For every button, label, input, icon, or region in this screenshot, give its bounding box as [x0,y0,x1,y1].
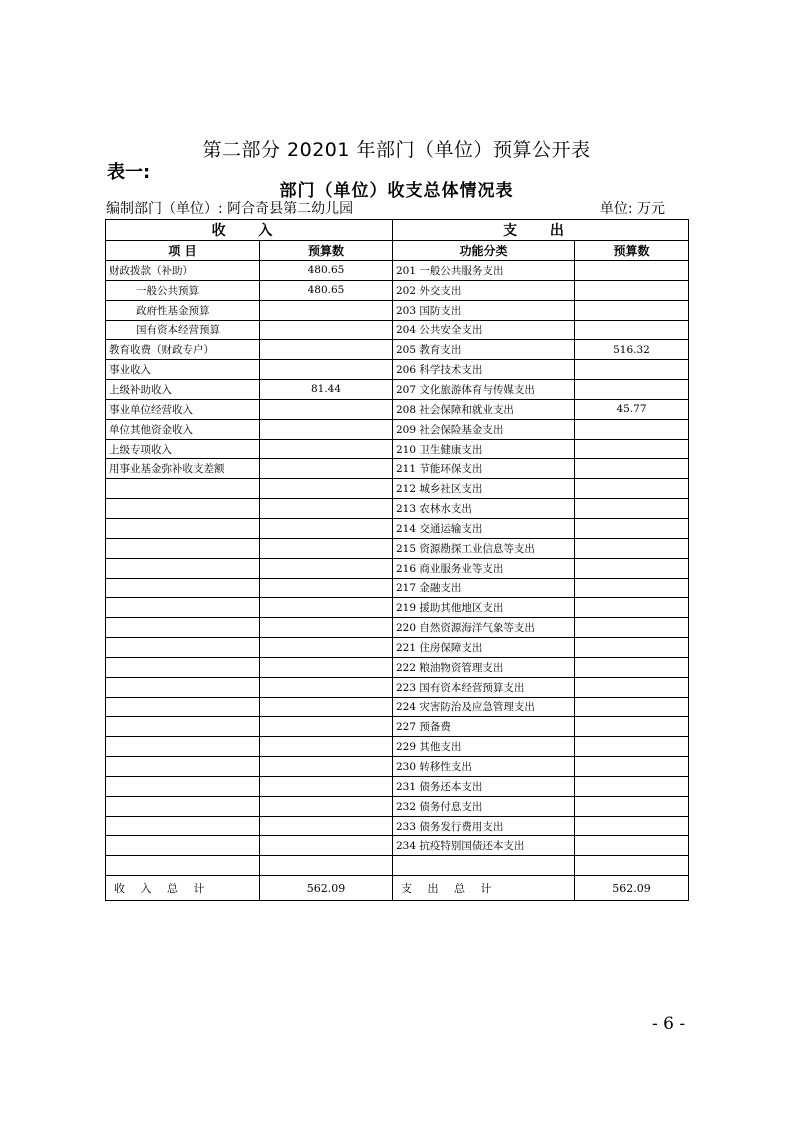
expense-value-cell [575,459,689,479]
expense-value-cell [575,479,689,499]
expense-value-cell [575,836,689,856]
income-item-cell [106,598,260,618]
income-header: 收 入 [106,220,393,241]
expense-value-cell [575,598,689,618]
col-budget2-header: 预算数 [575,241,689,261]
col-budget-header: 预算数 [260,241,393,261]
income-item-cell: 上级专项收入 [106,439,260,459]
table-row [106,340,689,360]
table-row [106,638,689,658]
table-row [106,380,689,400]
expense-item-cell: 227 预备费 [393,717,575,737]
table-row [106,479,689,499]
income-item-cell [106,737,260,757]
income-item-cell: 用事业基金弥补收支差额 [106,459,260,479]
expense-value-cell [575,638,689,658]
income-item-cell [106,677,260,697]
table-label: 表一: [107,162,151,183]
expense-item-cell: 223 国有资本经营预算支出 [393,677,575,697]
expense-value-cell [575,776,689,796]
table-row [106,618,689,638]
income-value-cell [260,459,393,479]
expense-value-cell [575,717,689,737]
expense-value-cell [575,499,689,519]
expense-value-cell [575,657,689,677]
income-item-cell [106,618,260,638]
income-item-cell [106,538,260,558]
col-item-header: 项 目 [106,241,260,261]
expense-item-cell: 217 金融支出 [393,578,575,598]
table-row [106,776,689,796]
table-row [106,399,689,419]
total-income-value: 562.09 [260,876,393,901]
income-value-cell [260,816,393,836]
income-value-cell [260,399,393,419]
expense-item-cell: 204 公共安全支出 [393,320,575,340]
income-item-cell: 事业收入 [106,360,260,380]
table-row [106,419,689,439]
expense-item-cell: 229 其他支出 [393,737,575,757]
table-row [106,677,689,697]
income-value-cell [260,717,393,737]
expense-value-cell: 45.77 [575,399,689,419]
income-item-cell: 上级补助收入 [106,380,260,400]
expense-item-cell: 209 社会保险基金支出 [393,419,575,439]
table-row [106,856,689,876]
income-value-cell [260,499,393,519]
part-title: 第二部分 20201 年部门（单位）预算公开表 [202,139,591,161]
income-value-cell [260,657,393,677]
expense-item-cell: 203 国防支出 [393,300,575,320]
table-row [106,697,689,717]
table-row [106,459,689,479]
income-value-cell [260,340,393,360]
table-row [106,757,689,777]
expense-item-cell: 222 粮油物资管理支出 [393,657,575,677]
income-value-cell [260,518,393,538]
expense-value-cell [575,439,689,459]
income-item-cell [106,856,260,876]
expense-item-cell: 234 抗疫特别国债还本支出 [393,836,575,856]
col-function-header: 功能分类 [393,241,575,261]
total-expense-value: 562.09 [575,876,689,901]
expense-value-cell [575,360,689,380]
income-value-cell [260,697,393,717]
income-value-cell [260,419,393,439]
expense-value-cell [575,518,689,538]
table-row [106,300,689,320]
expense-item-cell: 224 灾害防治及应急管理支出 [393,697,575,717]
table-row [106,518,689,538]
income-value-cell [260,598,393,618]
expense-item-cell: 216 商业服务业等支出 [393,558,575,578]
expense-value-cell [575,380,689,400]
income-item-cell: 教育收费（财政专户） [106,340,260,360]
expense-item-cell: 233 债务发行费用支出 [393,816,575,836]
total-expense-label: 支 出 总 计 [393,876,575,901]
expense-value-cell [575,618,689,638]
income-item-cell [106,836,260,856]
expense-value-cell [575,796,689,816]
expense-item-cell: 210 卫生健康支出 [393,439,575,459]
expense-value-cell [575,320,689,340]
expense-value-cell [575,538,689,558]
expense-item-cell: 221 住房保障支出 [393,638,575,658]
income-item-cell: 国有资本经营预算 [106,320,260,340]
table-row [106,439,689,459]
table-row [106,280,689,300]
organization-line: 编制部门（单位）: 阿合奇县第二幼儿园 [106,201,354,217]
table-row [106,558,689,578]
expense-item-cell: 214 交通运输支出 [393,518,575,538]
expense-value-cell [575,816,689,836]
income-value-cell [260,856,393,876]
table-row [106,796,689,816]
table-title: 部门（单位）收支总体情况表 [279,181,514,201]
expense-value-cell [575,558,689,578]
table-row [106,578,689,598]
income-item-cell [106,757,260,777]
expense-item-cell: 213 农林水支出 [393,499,575,519]
expense-item-cell: 230 转移性支出 [393,757,575,777]
income-value-cell [260,558,393,578]
income-item-cell [106,796,260,816]
income-value-cell: 480.65 [260,261,393,281]
income-item-cell [106,657,260,677]
income-value-cell [260,638,393,658]
table-row [106,598,689,618]
table-row [106,360,689,380]
income-value-cell [260,836,393,856]
income-item-cell [106,518,260,538]
income-item-cell [106,717,260,737]
expense-item-cell: 220 自然资源海洋气象等支出 [393,618,575,638]
table-row [106,737,689,757]
expense-value-cell [575,261,689,281]
expense-value-cell: 516.32 [575,340,689,360]
income-value-cell [260,737,393,757]
expense-value-cell [575,677,689,697]
income-item-cell: 一般公共预算 [106,280,260,300]
income-item-cell [106,499,260,519]
total-income-label: 收 入 总 计 [106,876,260,901]
income-value-cell [260,677,393,697]
table-row [106,261,689,281]
income-item-cell [106,479,260,499]
income-item-cell: 事业单位经营收入 [106,399,260,419]
income-value-cell [260,578,393,598]
expense-item-cell: 206 科学技术支出 [393,360,575,380]
expense-value-cell [575,856,689,876]
expense-item-cell: 208 社会保障和就业支出 [393,399,575,419]
table-row [106,320,689,340]
expense-item-cell: 211 节能环保支出 [393,459,575,479]
expense-item-cell: 232 债务付息支出 [393,796,575,816]
total-row [106,876,689,901]
section-header-row [106,220,689,241]
page-number: - 6 - [652,1014,686,1034]
income-value-cell [260,439,393,459]
income-item-cell: 财政拨款（补助） [106,261,260,281]
table-row [106,657,689,677]
budget-table [105,219,689,901]
table-row [106,717,689,737]
income-value-cell [260,320,393,340]
expense-item-cell: 201 一般公共服务支出 [393,261,575,281]
income-value-cell [260,796,393,816]
income-item-cell [106,816,260,836]
expense-item-cell: 205 教育支出 [393,340,575,360]
column-header-row [106,241,689,261]
income-value-cell [260,757,393,777]
income-value-cell: 480.65 [260,280,393,300]
income-item-cell: 政府性基金预算 [106,300,260,320]
income-item-cell [106,776,260,796]
unit-line: 单位: 万元 [599,201,665,217]
income-item-cell [106,697,260,717]
income-value-cell [260,360,393,380]
table-row [106,538,689,558]
expense-item-cell: 231 债务还本支出 [393,776,575,796]
income-value-cell [260,300,393,320]
expense-item-cell [393,856,575,876]
income-value-cell [260,538,393,558]
expense-item-cell: 202 外交支出 [393,280,575,300]
income-value-cell [260,479,393,499]
expense-value-cell [575,280,689,300]
expense-item-cell: 207 文化旅游体育与传媒支出 [393,380,575,400]
expense-header: 支 出 [393,220,689,241]
table-row [106,836,689,856]
table-row [106,499,689,519]
expense-value-cell [575,419,689,439]
income-value-cell: 81.44 [260,380,393,400]
income-value-cell [260,618,393,638]
income-item-cell [106,578,260,598]
expense-value-cell [575,578,689,598]
expense-item-cell: 212 城乡社区支出 [393,479,575,499]
income-item-cell: 单位其他资金收入 [106,419,260,439]
income-value-cell [260,776,393,796]
expense-value-cell [575,697,689,717]
income-item-cell [106,638,260,658]
expense-value-cell [575,300,689,320]
table-row [106,816,689,836]
expense-item-cell: 215 资源勘探工业信息等支出 [393,538,575,558]
expense-value-cell [575,757,689,777]
expense-item-cell: 219 援助其他地区支出 [393,598,575,618]
expense-value-cell [575,737,689,757]
income-item-cell [106,558,260,578]
